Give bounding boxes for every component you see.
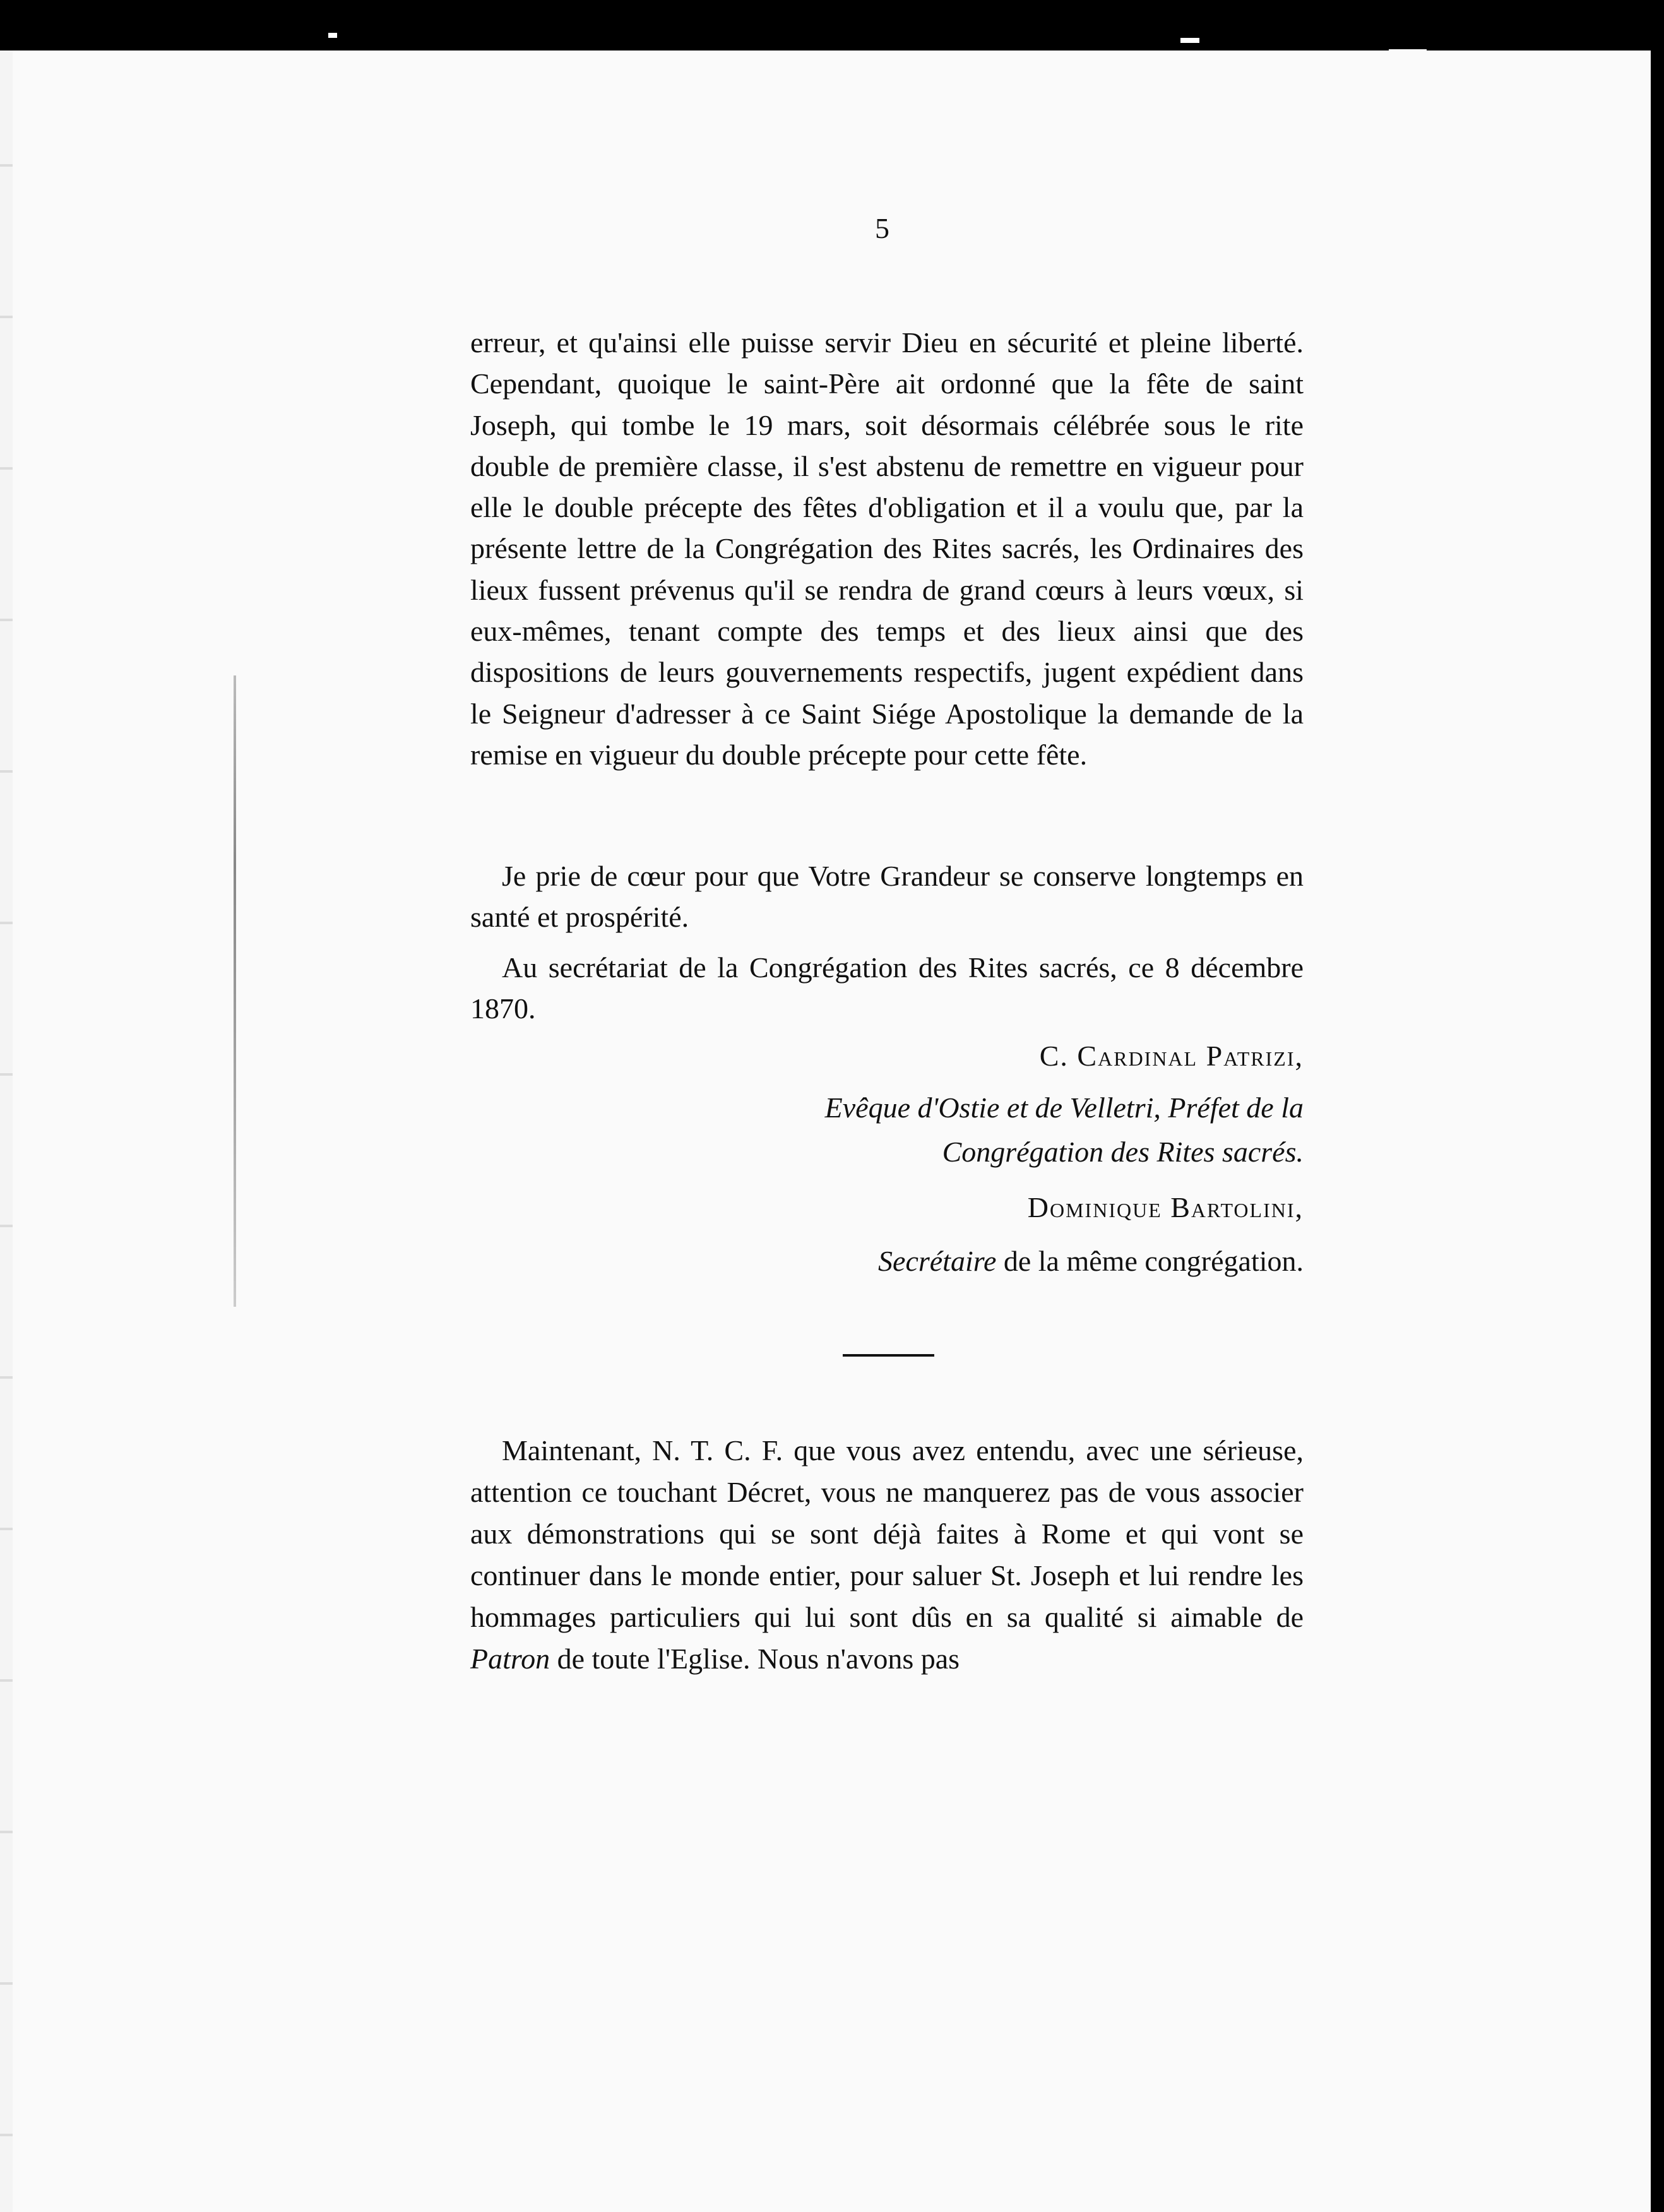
- signer-1-name: C. Cardinal Patrizi,: [1039, 1040, 1304, 1072]
- decree-paragraph-2: [470, 855, 1304, 938]
- signer-2-title-italic: Secrétaire: [878, 1245, 997, 1277]
- scan-speck: [328, 33, 337, 38]
- decree-paragraph-3: [470, 947, 1304, 1030]
- pastoral-text-end: de toute l'Eglise. Nous n'avons pas: [550, 1643, 960, 1675]
- page-number: 5: [875, 212, 889, 244]
- pastoral-paragraph: [470, 1430, 1304, 1680]
- date-line: Au secrétariat de la Congrégation des Rites sacrés, ce 8 décembre 1870.: [470, 951, 1304, 1025]
- signer-1-title-line-2: Congrégation des Rites sacrés.: [942, 1136, 1304, 1168]
- scan-artifact-line: [234, 675, 236, 1307]
- signer-2-name: Dominique Bartolini,: [1027, 1191, 1304, 1223]
- section-divider: [843, 1354, 934, 1357]
- scan-speck: [1180, 38, 1199, 43]
- signer-2-title: [878, 1240, 1304, 1282]
- pastoral-text-start: Maintenant, N. T. C. F. que vous avez entendu, avec une sérieuse, attention ce touchant Décret, vous ne manquerez pas de vous associer aux démonstrations qui se sont déjà faites à Rome et qui vont se continuer dans le monde entier, pour saluer St. Joseph et lui rendre les hommages particuliers qui lui sont dûs en sa qualité si aimable de: [470, 1434, 1304, 1633]
- scan-top-edge: [0, 0, 1664, 51]
- decree-text: erreur, et qu'ainsi elle puisse servir Dieu en sécurité et pleine liberté. Cependant, quoique le saint-Père ait ordonné que la fête de saint Joseph, qui tombe le 19 mars, soit désormais célébrée sous le rite double de première classe, il s'est abstenu de remettre en vigueur pour elle le double précepte des fêtes d'obligation et il a voulu que, par la présente lettre de la Congrégation des Rites sacrés, les Ordinaires des lieux fussent prévenus qu'il se rendra de grand cœurs à leurs vœux, si eux-mêmes, tenant compte des temps et des lieux ainsi que des dispositions de leurs gouvernements respectifs, jugent expédient dans le Seigneur d'adresser à ce Saint Siége Apostolique la demande de la remise en vigueur du double précepte pour cette fête.: [470, 326, 1304, 771]
- blessing-text: Je prie de cœur pour que Votre Grandeur se conserve longtemps en santé et prospérité.: [470, 860, 1304, 934]
- signer-1-title-line-1: Evêque d'Ostie et de Velletri, Préfet de la: [824, 1091, 1304, 1124]
- pastoral-text: [470, 1430, 1304, 1680]
- pastoral-text-italic: Patron: [470, 1643, 550, 1675]
- decree-paragraph-1: [470, 322, 1304, 775]
- page-left-edge: [0, 51, 13, 2212]
- signer-2-title-rest: de la même congrégation.: [996, 1245, 1304, 1277]
